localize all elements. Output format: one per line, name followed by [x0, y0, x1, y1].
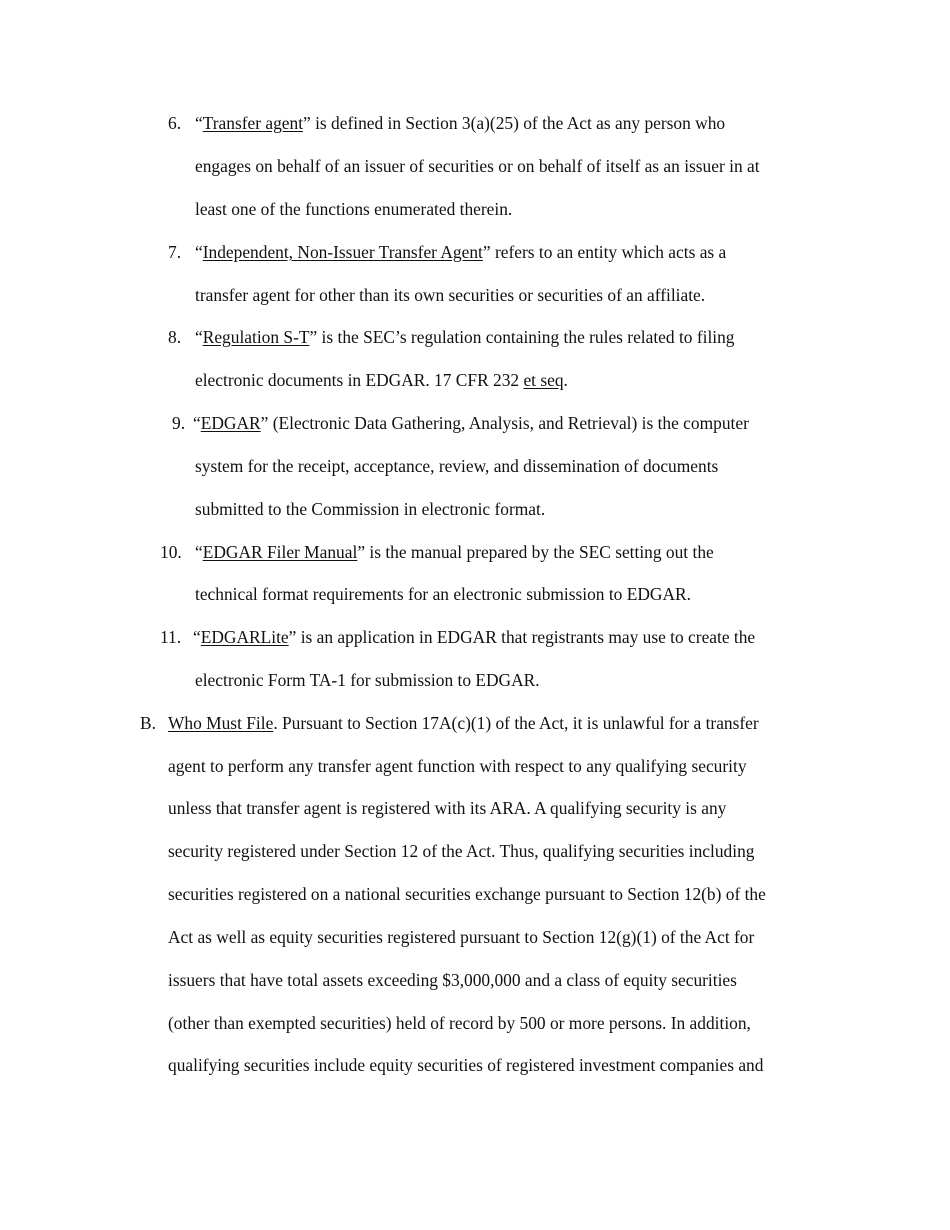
defined-term: Independent, Non-Issuer Transfer Agent	[202, 242, 483, 262]
item-number: 7.	[168, 242, 182, 262]
citation-et-seq: et seq	[523, 370, 564, 390]
definition-line	[195, 370, 568, 390]
definition-text: ” is the manual prepared by the SEC setting out the	[357, 542, 714, 562]
item-number: 6.	[168, 113, 182, 133]
quote-open: “	[193, 413, 201, 433]
definition-text: ” (Electronic Data Gathering, Analysis, and Retrieval) is the computer	[260, 413, 749, 433]
definition-line: system for the receipt, acceptance, review, and dissemination of documents	[195, 456, 719, 476]
quote-open: “	[195, 542, 203, 562]
defined-term: EDGAR	[200, 413, 261, 433]
definition-first-line	[195, 327, 735, 347]
definition-text: ” is the SEC’s regulation containing the rules related to filing	[309, 327, 735, 347]
item-number: 10.	[160, 542, 182, 562]
section-letter: B.	[140, 713, 156, 733]
definition-first-line	[195, 113, 725, 133]
defined-term: Regulation S-T	[202, 327, 310, 347]
definition-first-line	[193, 413, 749, 433]
section-line: Act as well as equity securities registered pursuant to Section 12(g)(1) of the Act for	[168, 927, 755, 947]
section-line: (other than exempted securities) held of record by 500 or more persons. In addition,	[168, 1013, 751, 1033]
defined-term: EDGAR Filer Manual	[202, 542, 358, 562]
item-number: 8.	[168, 327, 182, 347]
definition-line: transfer agent for other than its own securities or securities of an affiliate.	[195, 285, 706, 305]
quote-open: “	[195, 242, 203, 262]
definition-line: least one of the functions enumerated therein.	[195, 199, 513, 219]
item-number: 11.	[160, 627, 182, 647]
definition-text: ” is an application in EDGAR that registrants may use to create the	[288, 627, 756, 647]
section-line: unless that transfer agent is registered with its ARA. A qualifying security is any	[168, 798, 727, 818]
citation-period: .	[563, 370, 568, 390]
definition-first-line	[195, 242, 726, 262]
definition-line: electronic Form TA-1 for submission to EDGAR.	[195, 670, 540, 690]
definition-first-line	[193, 627, 755, 647]
section-line: qualifying securities include equity securities of registered investment companies and	[168, 1055, 764, 1075]
section-b-first-line	[168, 713, 759, 733]
section-line: security registered under Section 12 of the Act. Thus, qualifying securities including	[168, 841, 755, 861]
section-line: securities registered on a national securities exchange pursuant to Section 12(b) of the	[168, 884, 766, 904]
section-line: issuers that have total assets exceeding $3,000,000 and a class of equity securities	[168, 970, 737, 990]
quote-open: “	[193, 627, 201, 647]
definition-line: submitted to the Commission in electronic format.	[195, 499, 546, 519]
citation-text: electronic documents in EDGAR. 17 CFR 232	[195, 370, 524, 390]
defined-term: Transfer agent	[202, 113, 304, 133]
section-line: agent to perform any transfer agent function with respect to any qualifying security	[168, 756, 747, 776]
definition-text: ” refers to an entity which acts as a	[482, 242, 727, 262]
definition-text: ” is defined in Section 3(a)(25) of the Act as any person who	[303, 113, 726, 133]
quote-open: “	[195, 327, 203, 347]
section-text: . Pursuant to Section 17A(c)(1) of the Act, it is unlawful for a transfer	[273, 713, 759, 733]
item-number: 9.	[172, 413, 186, 433]
definition-first-line	[195, 542, 714, 562]
section-heading: Who Must File	[168, 713, 274, 733]
definition-line: engages on behalf of an issuer of securities or on behalf of itself as an issuer in at	[195, 156, 760, 176]
quote-open: “	[195, 113, 203, 133]
definition-line: technical format requirements for an electronic submission to EDGAR.	[195, 584, 691, 604]
defined-term: EDGARLite	[200, 627, 289, 647]
